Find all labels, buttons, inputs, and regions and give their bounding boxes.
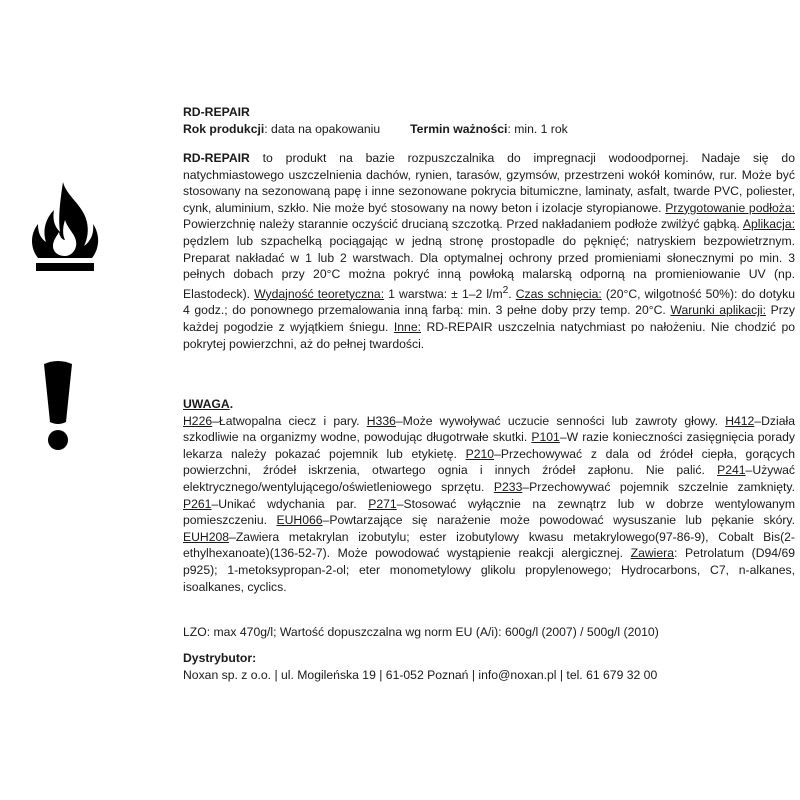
yield-sup: 2 [502,284,509,296]
yield-end: . [508,286,516,301]
product-dates [183,121,795,138]
hazard-item: P261–Unikać wdychania par. [183,496,369,511]
production-year-value: : data na opakowaniu [264,121,381,136]
conditions-text: Przy każdej pogodzie z wyjątkiem śniegu. [183,303,795,334]
voc-info [183,624,795,641]
application-text: pędzlem lub szpachelką pociągając w jedną stronę prostopadle do pęknięć; natryskiem bezpowietrznym. Preparat nakładać w 1 lub 2 warstwach. Dla optymalnej ochrony przed promieniami słonecznymi po min. 3 pełnych dobach przy 20°C można pokryć inną powłoką malarską odporną na promieniowanie UV (np. Elastodeck). [183,233,795,301]
application-label: Aplikacja: [742,217,795,232]
hazard-item: Zawiera: Petrolatum (D94/69 p925); 1-metoksypropan-2-ol; eter monometylowy glikolu propylenowego; Hydrocarbons, C7, n-alkanes, isoalkanes, cyclics. [183,546,795,594]
desc-product-name: RD-REPAIR [183,151,250,165]
product-name: RD-REPAIR [183,105,250,119]
other-label: Inne: [393,320,421,334]
conditions-label: Warunki aplikacji: [670,303,766,318]
voc-text: LZO: max 470g/l; Wartość dopuszczalna wg norm EU (A/i): 600g/l (2007) / 500g/l (2010) [183,625,659,639]
hazard-item: P101–W razie konieczności zasięgnięcia porady lekarza należy pokazać pojemnik lub etykietę. [183,430,795,461]
product-description [183,150,795,352]
warning-title: UWAGA. [183,397,234,411]
expiry-value: : min. 1 rok [507,121,568,136]
yield-label: Wydajność teoretyczna: [254,286,385,301]
product-header [183,104,795,137]
drying-label: Czas schnięcia: [515,286,602,301]
prep-label: Przygotowanie podłoża: [665,200,795,215]
hazard-item: H226–Łatwopalna ciecz i pary. [183,413,367,428]
hazard-item: P233–Przechowywać pojemnik szczelnie zamknięty. [493,479,795,494]
hazard-item: EUH208–Zawiera metakrylan izobutylu; ester izobutylowy kwasu metakrylowego(97-86-9), Cobalt Bis(2-ethylhexanoate)(136-52-7). Może powodować wystąpienie reakcji alergicznej. [183,529,795,561]
expiry-label: Termin ważności [410,121,508,136]
prep-text: Powierzchnię należy starannie oczyścić drucianą szczotką. Przed nakładaniem podłoże zwilżyć gąbką. [183,217,743,232]
yield-text: 1 warstwa: ± 1–2 l/m [384,286,503,301]
hazard-item: H412–Działa szkodliwie na organizmy wodne, powodując długotrwałe skutki. [183,413,795,445]
other-text: RD-REPAIR uszczelnia natychmiast po nałożeniu. Nie chodzić po pokrytej powierzchni, aż do pełnej twardości. [183,320,796,351]
hazard-statements [183,413,795,596]
hazard-item: P271–Stosować wyłącznie na zewnątrz lub w dobrze wentylowanym pomieszczeniu. [183,496,796,528]
distributor-info: Noxan sp. z o.o. | ul. Mogileńska 19 | 61-052 Poznań | info@noxan.pl | tel. 61 679 32 00 [183,667,658,682]
production-year-label: Rok produkcji [183,121,265,136]
hazard-item: EUH066–Powtarzające się narażenie może powodować wysuszanie lub pękanie skóry. [276,513,795,528]
distributor-section [183,650,795,683]
desc-intro: to produkt na bazie rozpuszczalnika do impregnacji wodoodpornej. Nadaje się do natychmiastowego uszczelnienia dachów, rynien, tarasów, gzymsów, przestrzeni wokół kominów, rur. Może być stosowany na sezonowaną papę i inne sezonowane pokrycia bitumiczne, laminaty, asfalt, twarde PVC, poliester, cynk, aluminium, szkło. Nie może być stosowany na nowy beton i izolacje styropianowe. [183,151,795,215]
hazard-item: P241–Używać elektrycznego/wentylującego/oświetleniowego sprzętu. [183,463,795,494]
distributor-label: Dystrybutor: [183,651,257,665]
warning-section [183,396,795,595]
hazard-item: H336–Może wywoływać uczucie senności lub zawroty głowy. [366,413,726,428]
flame-hazard-icon [30,180,100,272]
drying-text: (20°C, wilgotność 50%): do dotyku 4 godz.; do ponownego przemalowania inną farbą: min. 3 pełne doby przy temp. 20°C. [183,286,796,318]
exclamation-warning-icon [40,360,76,452]
hazard-item: P210–Przechowywać z dala od źródeł ciepła, gorących powierzchni, źródeł iskrzenia, otwartego ognia i innych źródeł zapłonu. Nie palić. [183,446,795,478]
